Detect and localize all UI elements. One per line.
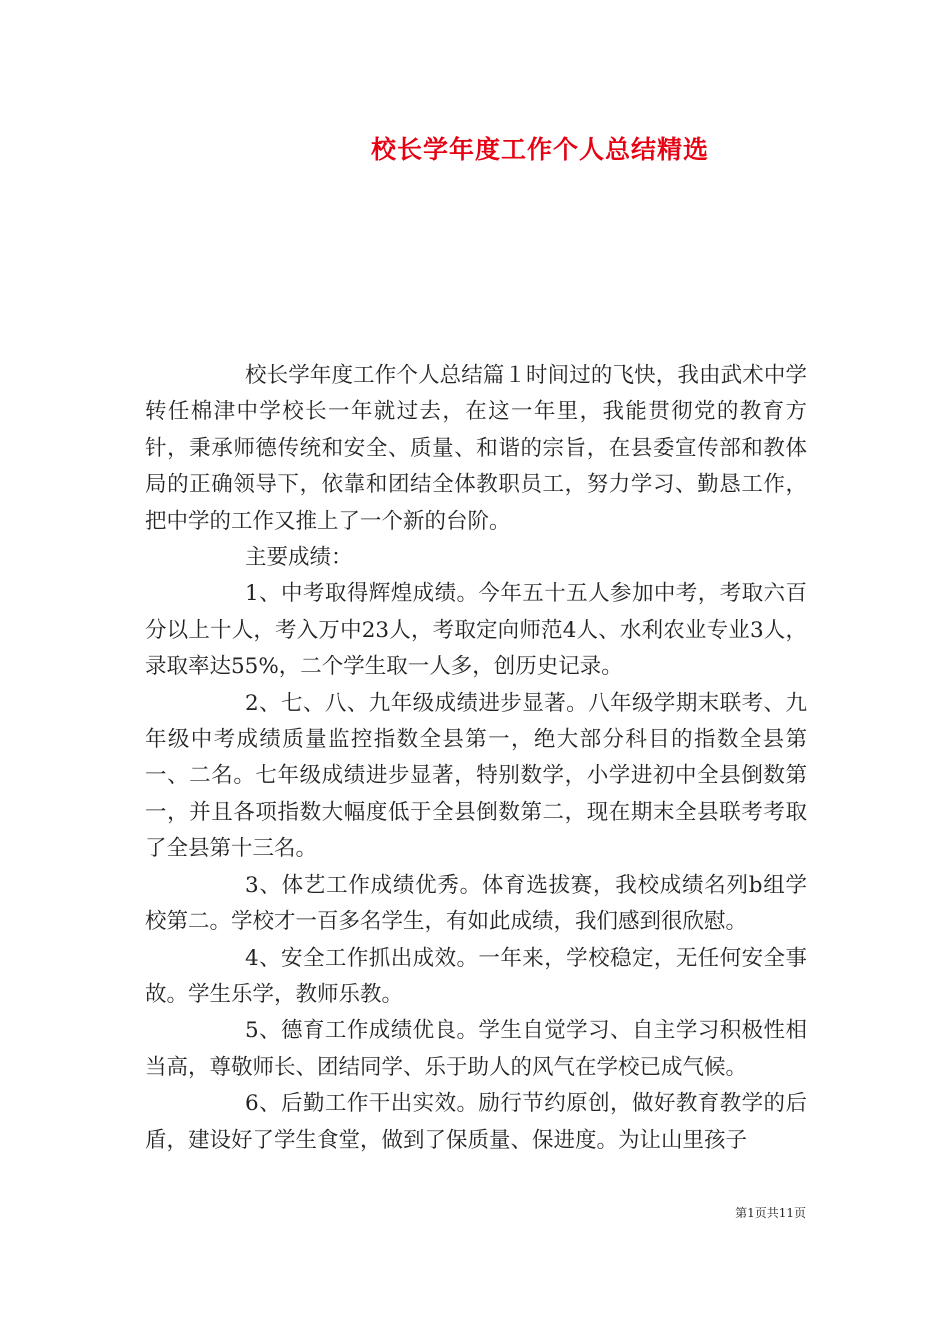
paragraph-main-achievements-heading: 主要成绩： bbox=[245, 545, 353, 571]
paragraph-item-2: 2、七、八、九年级成绩进步显著。八年级学期末联考、九年级中考成绩质量监控指数全县第一，绝大部分科目的指数全县第一、二名。七年级成绩进步显著，特别数学，小学进初中全县倒数第一，并且各项指数大幅度低于全县倒数第二，现在期末全县联考考取了全县第十三名。 bbox=[145, 690, 807, 862]
paragraph-item-5: 5、德育工作成绩优良。学生自觉学习、自主学习积极性相当高，尊敬师长、团结同学、乐于助人的风气在学校已成气候。 bbox=[145, 1018, 807, 1080]
document-title: 校长学年度工作个人总结精选 bbox=[370, 135, 709, 164]
paragraph-item-4: 4、安全工作抓出成效。一年来，学校稳定，无任何安全事故。学生乐学，教师乐教。 bbox=[145, 945, 807, 1007]
page-number-footer: 第1页共11页 bbox=[735, 1206, 806, 1220]
paragraph-item-6: 6、后勤工作干出实效。励行节约原创，做好教育教学的后盾，建设好了学生食堂，做到了保质量、保进度。为让山里孩子 bbox=[145, 1091, 807, 1153]
paragraph-item-1: 1、中考取得辉煌成绩。今年五十五人参加中考，考取六百分以上十人，考入万中23人，考取定向师范4人、水利农业专业3人，录取率达55%，二个学生取一人多，创历史记录。 bbox=[145, 581, 807, 680]
paragraph-item-3: 3、体艺工作成绩优秀。体育选拔赛，我校成绩名列b组学校第二。学校才一百多名学生，有如此成绩，我们感到很欣慰。 bbox=[145, 872, 807, 935]
paragraph-intro: 校长学年度工作个人总结篇１时间过的飞快，我由武术中学转任棉津中学校长一年就过去，在这一年里，我能贯彻党的教育方针，秉承师德传统和安全、质量、和谐的宗旨，在县委宣传部和教体局的正确领导下，依靠和团结全体教职员工，努力学习、勤恳工作，把中学的工作又推上了一个新的台阶。 bbox=[145, 363, 807, 534]
document-body bbox=[145, 358, 807, 1159]
